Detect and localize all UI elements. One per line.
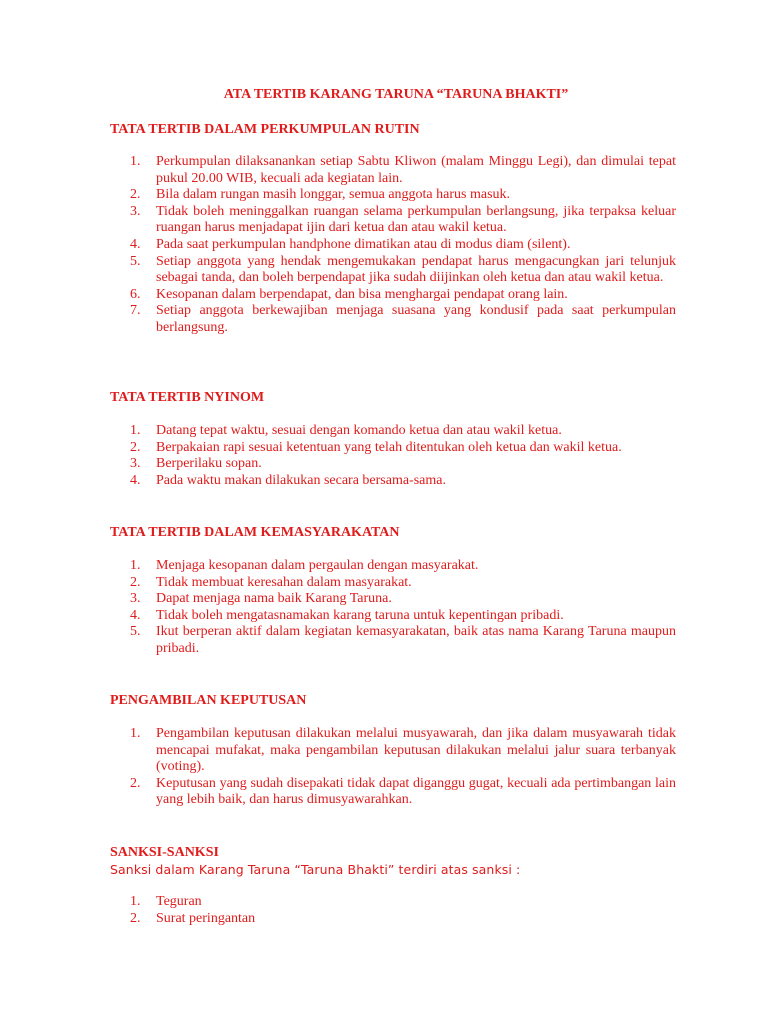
- list-number: 5.: [130, 624, 141, 640]
- list-text: Surat peringantan: [156, 910, 256, 926]
- section-heading-nyinom: TATA TERTIB NYINOM: [110, 390, 265, 405]
- list-number: 7.: [130, 303, 141, 319]
- sanksi-intro-text: Sanksi dalam Karang Taruna “Taruna Bhakti” terdiri atas sanksi :: [110, 862, 521, 877]
- list-item: [110, 776, 676, 809]
- list-text: Kesopanan dalam berpendapat, dan bisa menghargai pendapat orang lain.: [156, 286, 568, 302]
- list-number: 2.: [130, 910, 141, 926]
- list-text: Perkumpulan dilaksanankan setiap Sabtu Kliwon (malam Minggu Legi), dan dimulai tepat pukul 20.00 WIB, kecuali ada kegiatan lain.: [156, 154, 676, 186]
- list-number: 2.: [130, 187, 141, 203]
- list-item: [110, 154, 676, 187]
- list-number: 6.: [130, 286, 141, 302]
- list-text: Ikut berperan aktif dalam kegiatan kemasyarakatan, baik atas nama Karang Taruna maupun pribadi.: [156, 624, 676, 656]
- list-item: [110, 204, 676, 237]
- rules-list-kemasyarakatan: [110, 558, 676, 658]
- list-number: 1.: [130, 154, 141, 169]
- list-number: 3.: [130, 203, 141, 219]
- list-item: [110, 287, 676, 304]
- list-text: Setiap anggota berkewajiban menjaga suasana yang kondusif pada saat perkumpulan berlangsung.: [156, 303, 676, 335]
- list-item: [110, 254, 676, 287]
- list-item: [110, 440, 676, 457]
- list-item: [110, 726, 676, 776]
- list-item: [110, 911, 676, 928]
- section-heading-sanksi: SANKSI-SANKSI: [110, 845, 219, 860]
- list-number: 3.: [130, 456, 141, 472]
- list-text: Pada waktu makan dilakukan secara bersama-sama.: [156, 472, 446, 488]
- section-heading-kemasyarakatan: TATA TERTIB DALAM KEMASYARAKATAN: [110, 525, 400, 540]
- list-number: 4.: [130, 472, 141, 488]
- list-item: [110, 608, 676, 625]
- document-title: ATA TERTIB KARANG TARUNA “TARUNA BHAKTI”: [223, 87, 569, 102]
- rules-list-pengambilan-keputusan: [110, 726, 676, 809]
- list-text: Tidak boleh mengatasnamakan karang taruna untuk kepentingan pribadi.: [156, 607, 564, 623]
- list-item: [110, 575, 676, 592]
- list-text: Setiap anggota yang hendak mengemukakan pendapat harus mengacungkan jari telunjuk sebagai tanda, dan boleh berpendapat jika sudah diijinkan oleh ketua dan atau wakil ketua.: [156, 253, 676, 286]
- list-item: [110, 894, 676, 911]
- list-text: Berpakaian rapi sesuai ketentuan yang telah ditentukan oleh ketua dan wakil ketua.: [156, 439, 622, 455]
- list-text: Tidak boleh meninggalkan ruangan selama perkumpulan berlangsung, jika terpaksa keluar ruangan harus menjadapat ijin dari ketua dan atau wakil ketua.: [156, 203, 676, 236]
- list-number: 2.: [130, 574, 141, 590]
- list-text: Tidak membuat keresahan dalam masyarakat.: [156, 574, 412, 590]
- list-text: Dapat menjaga nama baik Karang Taruna.: [156, 591, 392, 607]
- list-number: 4.: [130, 607, 141, 623]
- list-text: Datang tepat waktu, sesuai dengan komando ketua dan atau wakil ketua.: [156, 423, 562, 438]
- list-item: [110, 456, 676, 473]
- list-number: 1.: [130, 423, 141, 438]
- list-item: [110, 237, 676, 254]
- list-item: [110, 303, 676, 336]
- list-number: 1.: [130, 726, 141, 741]
- list-number: 3.: [130, 591, 141, 607]
- list-number: 1.: [130, 558, 141, 573]
- rules-list-nyinom: [110, 423, 676, 489]
- list-item: [110, 558, 676, 575]
- section-heading-perkumpulan-rutin: TATA TERTIB DALAM PERKUMPULAN RUTIN: [110, 122, 420, 137]
- list-number: 1.: [130, 894, 141, 909]
- list-item: [110, 187, 676, 204]
- list-item: [110, 624, 676, 657]
- list-item: [110, 473, 676, 490]
- list-number: 5.: [130, 253, 141, 269]
- list-item: [110, 423, 676, 440]
- list-text: Berperilaku sopan.: [156, 456, 262, 472]
- rules-list-sanksi: [110, 894, 676, 927]
- list-text: Menjaga kesopanan dalam pergaulan dengan masyarakat.: [156, 558, 479, 573]
- list-number: 2.: [130, 439, 141, 455]
- list-text: Keputusan yang sudah disepakati tidak dapat diganggu gugat, kecuali ada pertimbangan lain yang lebih baik, dan harus dimusyawarahkan.: [156, 775, 676, 808]
- list-text: Bila dalam rungan masih longgar, semua anggota harus masuk.: [156, 187, 511, 203]
- rules-list-perkumpulan-rutin: [110, 154, 676, 337]
- list-item: [110, 591, 676, 608]
- list-text: Pengambilan keputusan dilakukan melalui musyawarah, dan jika dalam musyawarah tidak mencapai mufakat, maka pengambilan keputusan dilakukan melalui jalur suara terbanyak (voting).: [156, 726, 676, 775]
- list-number: 2.: [130, 775, 141, 791]
- section-heading-pengambilan-keputusan: PENGAMBILAN KEPUTUSAN: [110, 693, 307, 708]
- list-text: Pada saat perkumpulan handphone dimatikan atau di modus diam (silent).: [156, 236, 571, 252]
- list-text: Teguran: [156, 894, 202, 909]
- list-number: 4.: [130, 236, 141, 252]
